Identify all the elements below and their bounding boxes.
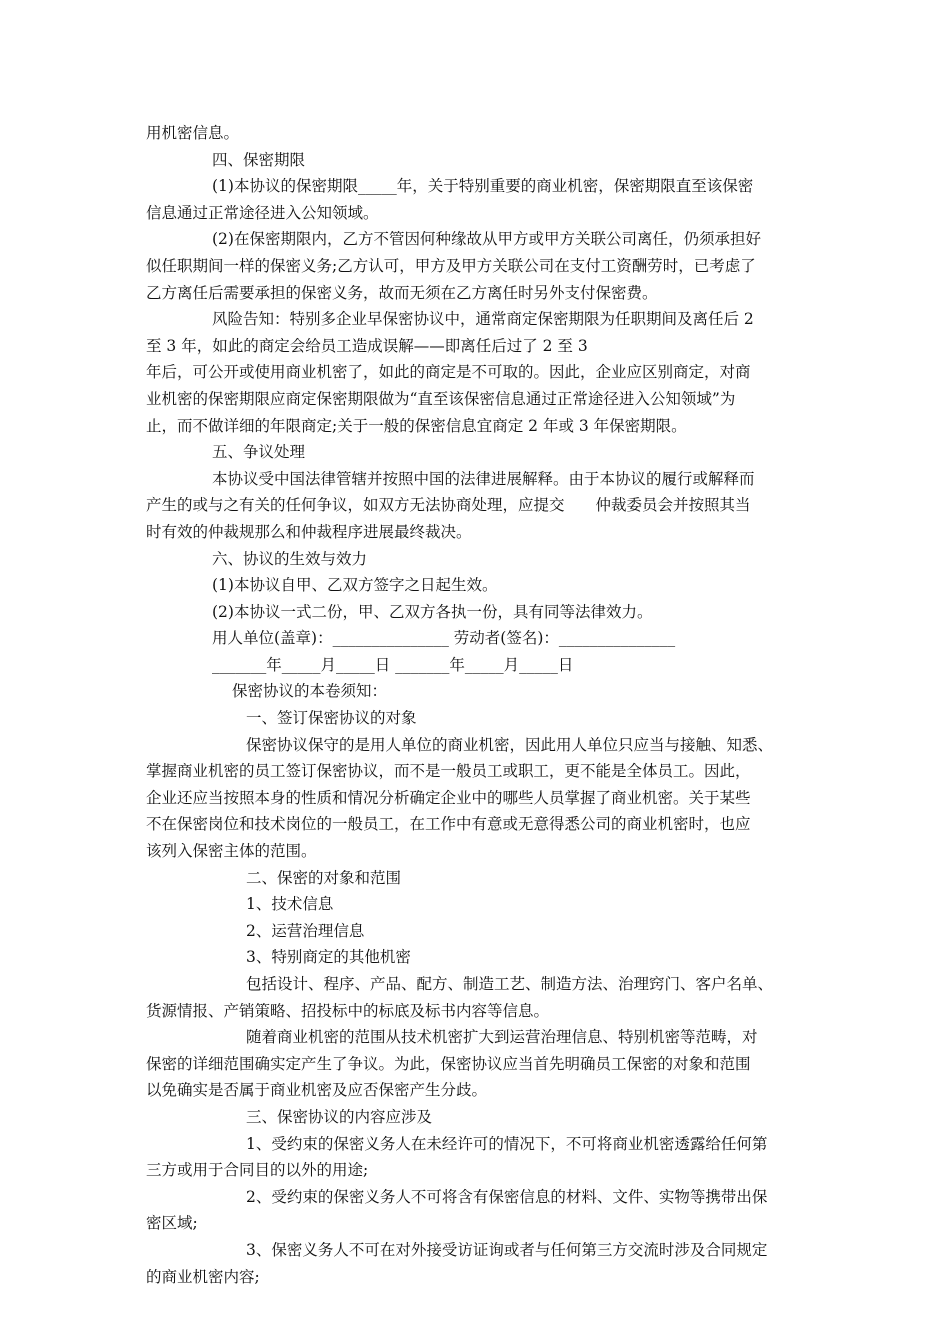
text-line: 企业还应当按照本身的性质和情况分析确定企业中的哪些人员掌握了商业机密。关于某些 [146, 788, 751, 807]
text-line: 的商业机密内容; [146, 1267, 260, 1286]
text-line: 年后，可公开或使用商业机密了，如此的商定是不可取的。因此，企业应区别商定，对商 [146, 363, 751, 382]
text-line: 1、技术信息 [246, 895, 334, 914]
text-line: 一、签订保密协议的对象 [246, 709, 417, 728]
text-line: 货源情报、产销策略、招投标中的标底及标书内容等信息。 [146, 1001, 550, 1020]
text-line: 用人单位(盖章)：_______________ 劳动者(签名)：_______________ [212, 629, 676, 648]
text-line: 2、受约束的保密义务人不可将含有保密信息的材料、文件、实物等携带出保 [246, 1187, 768, 1206]
text-line: 三方或用于合同目的以外的用途; [146, 1161, 369, 1180]
text-line: (1)本协议自甲、乙双方签字之日起生效。 [212, 576, 498, 595]
text-line: 本协议受中国法律管辖并按照中国的法律进展解释。由于本协议的履行或解释而 [212, 469, 755, 488]
text-line: 风险告知：特别多企业早保密协议中，通常商定保密期限为任职期间及离任后 2 [212, 310, 754, 329]
text-line: (2)本协议一式二份，甲、乙双方各执一份，具有同等法律效力。 [212, 602, 653, 621]
text-line: 保密协议保守的是用人单位的商业机密，因此用人单位只应当与接触、知悉、 [246, 735, 774, 754]
text-line: 似任职期间一样的保密义务;乙方认可，甲方及甲方关联公司在支付工资酬劳时，已考虑了 [146, 256, 756, 275]
text-line: (2)在保密期限内，乙方不管因何种缘故从甲方或甲方关联公司离任，仍须承担好 [212, 230, 761, 249]
text-line: 包括设计、程序、产品、配方、制造工艺、制造方法、治理窍门、客户名单、 [246, 975, 774, 993]
text-line: (1)本协议的保密期限_____年，关于特别重要的商业机密，保密期限直至该保密 [212, 177, 754, 196]
text-line: 信息通过正常途径进入公知领域。 [146, 203, 379, 222]
text-line: 六、协议的生效与效力 [212, 549, 368, 568]
text-line: 3、保密义务人不可在对外接受访证询或者与任何第三方交流时涉及合同规定 [246, 1240, 768, 1259]
text-line: 以免确实是否属于商业机密及应否保密产生分歧。 [146, 1081, 488, 1100]
text-line: 用机密信息。 [146, 124, 240, 142]
text-line: 保密的详细范围确实定产生了争议。为此，保密协议应当首先明确员工保密的对象和范围 [146, 1054, 751, 1073]
text-line: 2、运营治理信息 [246, 921, 365, 940]
text-line: 3、特别商定的其他机密 [246, 948, 411, 967]
text-line: 产生的或与之有关的任何争议，如双方无法协商处理，应提交 仲裁委员会并按照其当 [146, 496, 751, 515]
text-line: 1、受约束的保密义务人在未经许可的情况下，不可将商业机密透露给任何第 [246, 1134, 768, 1153]
text-line: 密区域; [146, 1214, 198, 1233]
document-page [146, 120, 812, 1290]
text-line: 止，而不做详细的年限商定;关于一般的保密信息宜商定 2 年或 3 年保密期限。 [146, 416, 687, 435]
text-line: 至 3 年，如此的商定会给员工造成误解——即离任后过了 2 至 3 [146, 336, 588, 355]
text-line: 随着商业机密的范围从技术机密扩大到运营治理信息、特别机密等范畴，对 [246, 1028, 758, 1047]
text-line: 该列入保密主体的范围。 [146, 842, 317, 861]
text-line: 四、保密期限 [212, 150, 306, 169]
text-line: 三、保密协议的内容应涉及 [246, 1107, 433, 1126]
text-line: 五、争议处理 [212, 443, 306, 462]
text-line: 二、保密的对象和范围 [246, 868, 402, 887]
text-line: 掌握商业机密的员工签订保密协议，而不是一般员工或职工，更不能是全体员工。因此， [146, 762, 751, 781]
text-line: _______年_____月_____日 _______年_____月_____日 [212, 655, 574, 674]
text-line: 业机密的保密期限应商定保密期限做为“直至该保密信息通过正常途径进入公知领域”为 [146, 389, 736, 408]
text-line: 保密协议的本卷须知： [232, 682, 388, 701]
text-line: 时有效的仲裁规那么和仲裁程序进展最终裁决。 [146, 522, 472, 541]
text-line: 不在保密岗位和技术岗位的一般员工，在工作中有意或无意得悉公司的商业机密时，也应 [146, 815, 751, 834]
text-line: 乙方离任后需要承担的保密义务，故而无须在乙方离任时另外支付保密费。 [146, 283, 658, 302]
